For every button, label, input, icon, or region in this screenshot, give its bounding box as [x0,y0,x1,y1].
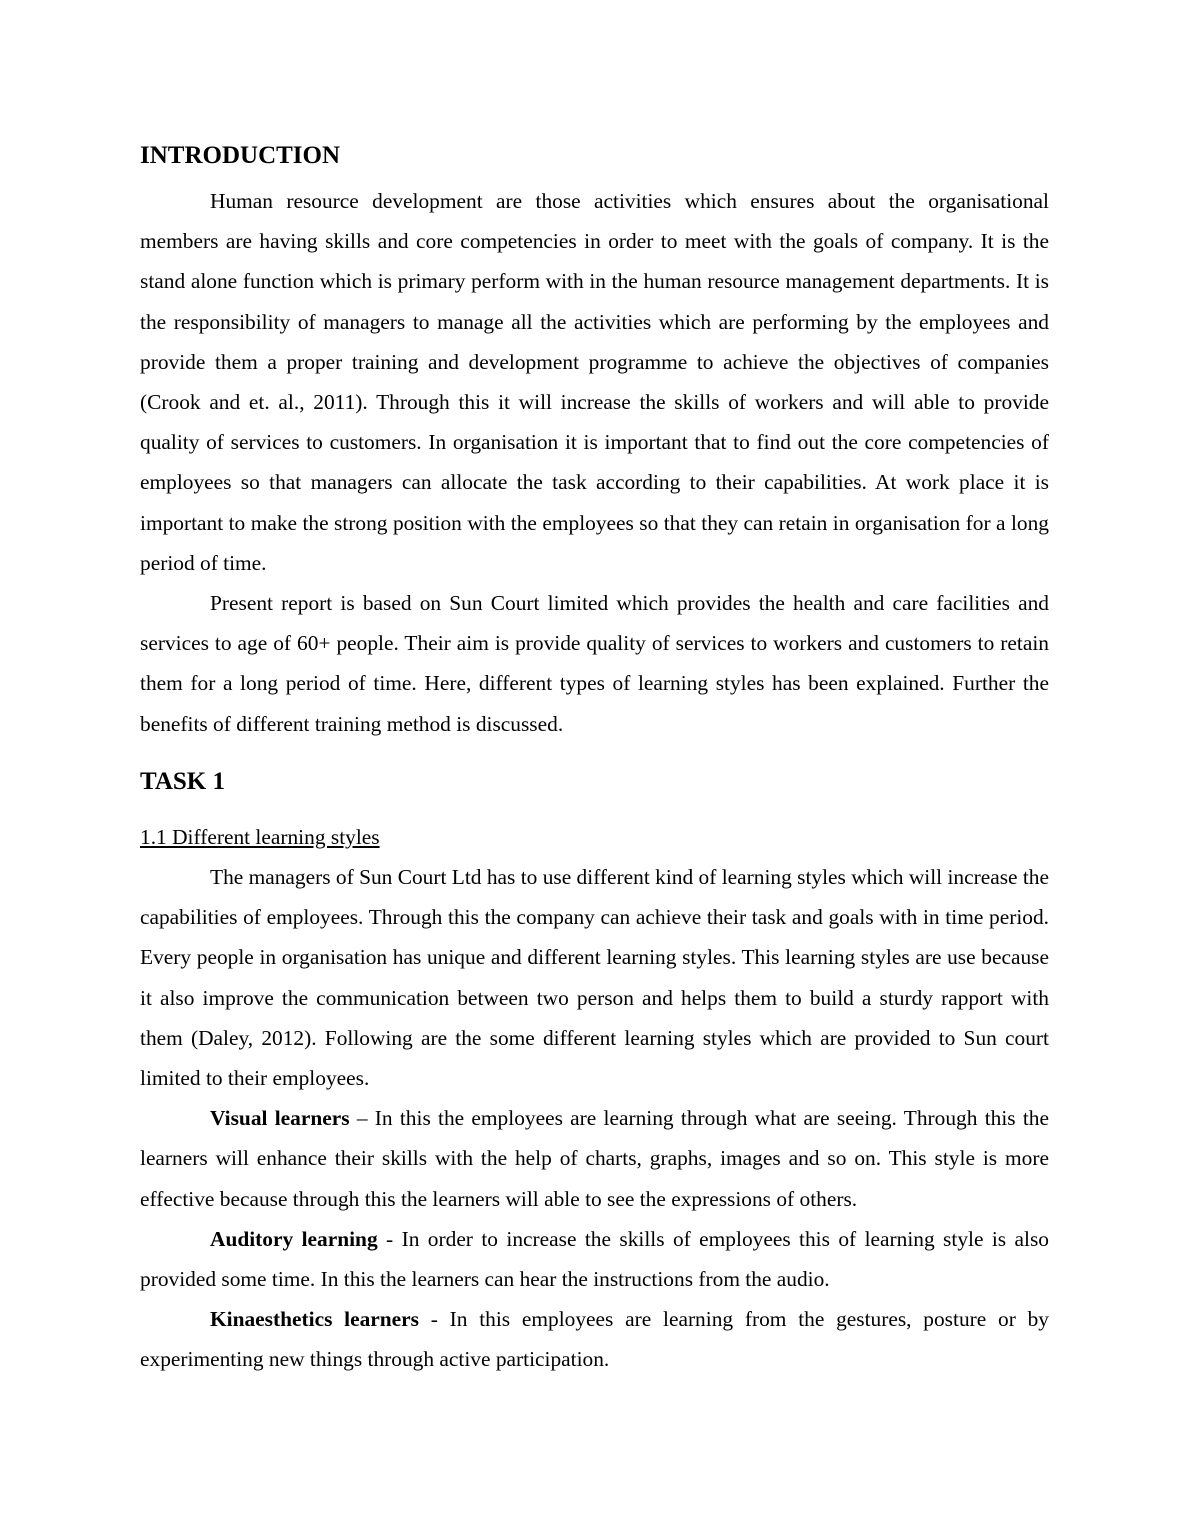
learning-style-term: Kinaesthetics learners [210,1307,419,1332]
learning-style-term: Auditory learning [210,1226,378,1251]
task1-heading: TASK 1 [140,767,225,795]
learning-style-description: - In order to increase the skills of employees this of learning style is also provided some time. In this the learners can hear the instructions from the audio. [140,1226,1049,1292]
task1-intro-paragraph: The managers of Sun Court Ltd has to use different kind of learning styles which will increase the capabilities of employees. Through this the company can achieve their task and goals with in time period. Every people in organisation has unique and different learning styles. This learning styles are use because it also improve the communication between two person and helps them to build a sturdy rapport with them (Daley, 2012). Following are the some different learning styles which are provided to Sun court limited to their employees. [140,865,1049,1091]
introduction-paragraph-2: Present report is based on Sun Court limited which provides the health and care facilities and services to age of 60+ people. Their aim is provide quality of services to workers and customers to retain them for a long period of time. Here, different types of learning styles has been explained. Further the benefits of different training method is discussed. [140,591,1049,736]
learning-style-visual [140,1098,1049,1219]
introduction-heading: INTRODUCTION [140,142,341,169]
learning-style-description: - In this employees are learning from the gestures, posture or by experimenting new things through active participation. [140,1307,1049,1372]
learning-style-auditory [140,1219,1049,1299]
learning-style-kinaesthetic [140,1299,1049,1379]
learning-style-term: Visual learners [210,1106,350,1131]
introduction-paragraph-1: Human resource development are those activities which ensures about the organisational members are having skills and core competencies in order to meet with the goals of company. It is the stand alone function which is primary perform with in the human resource management departments. It is the responsibility of managers to manage all the activities which are performing by the employees and provide them a proper training and development programme to achieve the objectives of companies (Crook and et. al., 2011). Through this it will increase the skills of workers and will able to provide quality of services to customers. In organisation it is important that to find out the core competencies of employees so that managers can allocate the task according to their capabilities. At work place it is important to make the strong position with the employees so that they can retain in organisation for a long period of time. [140,189,1049,575]
learning-style-description: – In this the employees are learning through what are seeing. Through this the learners will enhance their skills with the help of charts, graphs, images and so on. This style is more effective because through this the learners will able to see the expressions of others. [140,1106,1050,1211]
task1-subheading: 1.1 Different learning styles [140,824,380,849]
document-page [140,138,1049,1380]
